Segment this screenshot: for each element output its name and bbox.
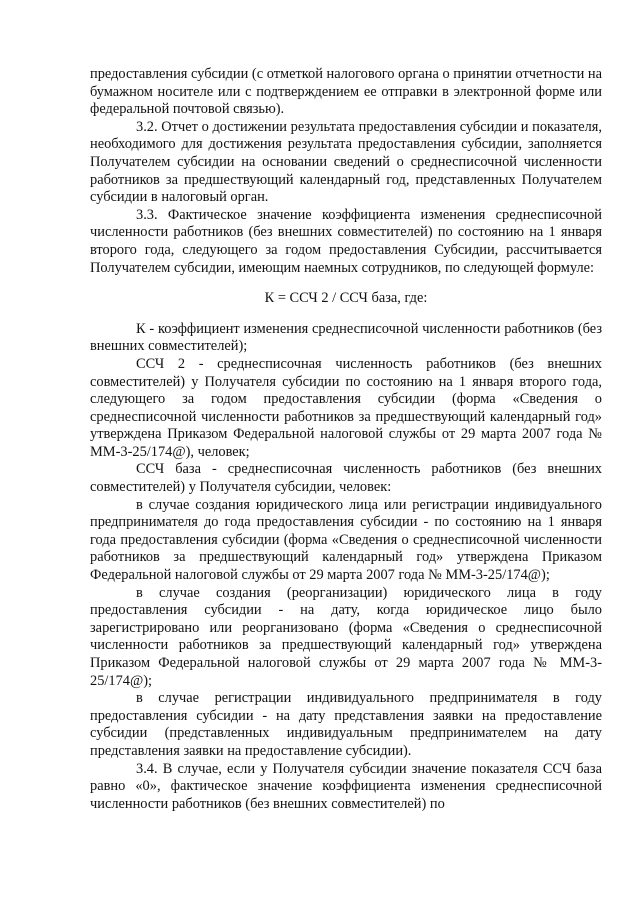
case-entrepreneur-registered: в случае регистрации индивидуального предпринимателя в году предоставления субсидии - на дату представления заявки на предоставление субсидии (представленных индивидуальным предпринимателем на дату представления заявки на предоставление субсидии). (90, 690, 602, 759)
paragraph-3-3: 3.3. Фактическое значение коэффициента изменения среднесписочной численности работников (без внешних совместителей) по состоянию на 1 января второго года, следующего за годом предоставления Субсидии, рассчитывается Получателем субсидии, имеющим наемных сотрудников, по следующей формуле: (90, 206, 602, 276)
definition-k: К - коэффициент изменения среднесписочной численности работников (без внешних совместителей); (90, 320, 602, 355)
case-before-year: в случае создания юридического лица или регистрации индивидуального предпринимателя до года предоставления субсидии - по состоянию на 1 января года предоставления субсидии (форма «Сведения о среднесписочной численности работников за предшествующий календарный год» утверждена Приказом Федеральной налоговой службы от 29 марта 2007 года № ММ-3-25/174@); (90, 496, 602, 584)
paragraph-3-2: 3.2. Отчет о достижении результата предоставления субсидии и показателя, необходимого для достижения результата предоставления субсидии, заполняется Получателем субсидии на основании сведений о среднесписочной численности работников за предшествующий календарный год, представленных Получателем субсидии в налоговый орган. (90, 118, 602, 206)
paragraph-3-4: 3.4. В случае, если у Получателя субсидии значение показателя ССЧ база равно «0», фактическое значение коэффициента изменения среднесписочной численности работников (без внешних совместителей) по (90, 760, 602, 812)
document-page (90, 66, 602, 813)
formula: К = ССЧ 2 / ССЧ база, где: (264, 290, 428, 307)
definition-ssch-2: ССЧ 2 - среднесписочная численность работников (без внешних совместителей) у Получателя субсидии по состоянию на 1 января второго года, следующего за годом предоставления субсидии (форма «Сведения о среднесписочной численности работников за предшествующий календарный год» утверждена Приказом Федеральной налоговой службы от 29 марта 2007 года № ММ-3-25/174@), человек; (90, 355, 602, 460)
definition-ssch-baza: ССЧ база - среднесписочная численность работников (без внешних совместителей) у Получателя субсидии, человек: (90, 461, 602, 496)
paragraph-continuation: предоставления субсидии (с отметкой налогового органа о принятии отчетности на бумажном носителе или с подтверждением ее отправки в электронной форме или федеральной почтовой связью). (90, 66, 602, 118)
case-legal-entity-created: в случае создания (реорганизации) юридического лица в году предоставления субсидии - на дату, когда юридическое лицо было зарегистрировано или реорганизовано (форма «Сведения о среднесписочной численности работников за предшествующий календарный год» утверждена Приказом Федеральной налоговой службы от 29 марта 2007 года № ММ-3-25/174@); (90, 584, 602, 689)
